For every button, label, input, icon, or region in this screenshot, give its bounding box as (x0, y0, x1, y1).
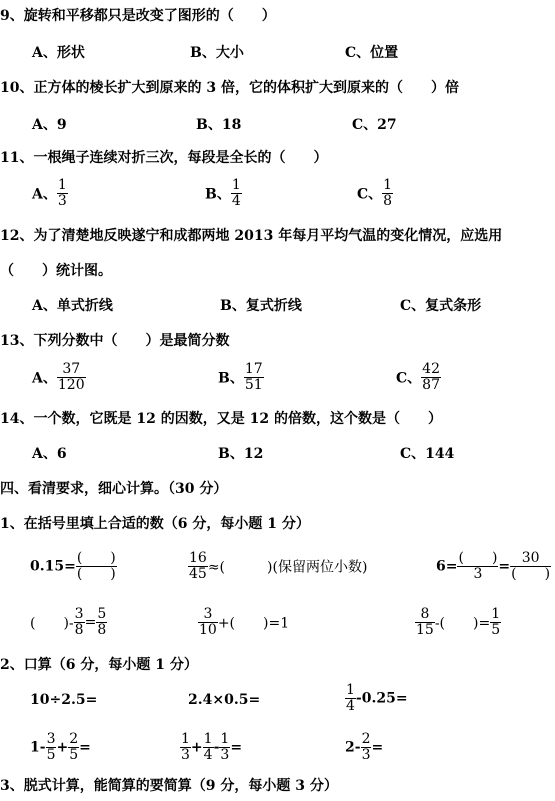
q9-option-b: B、大小 (190, 45, 244, 61)
q9-option-a: A、形状 (32, 45, 85, 61)
q13-option-a: A、 $\frac{37}{120}$ (32, 361, 85, 393)
question-14-stem: 14、一个数，它既是 12 的因数，又是 12 的倍数，这个数是（ ） (0, 411, 442, 427)
part-2-title: 2、口算（6 分，每小题 1 分） (0, 657, 198, 673)
p1-item-b: $\frac{16}{45}$ ≈( )(保留两位小数) (189, 550, 368, 582)
part-1-title: 1、在括号里填上合适的数（6 分，每小题 1 分） (0, 516, 310, 532)
q10-option-a: A、9 (32, 117, 67, 133)
q13-option-b: B、 $\frac{17}{51}$ (218, 361, 263, 393)
p2-item-f: 2- $\frac{2}{3}$ = (345, 731, 384, 763)
p2-item-d: 1- $\frac{3}{5}$ + $\frac{2}{5}$ = (30, 731, 91, 763)
p1-item-d: ( )- $\frac{3}{8}$ = $\frac{5}{8}$ (30, 606, 107, 638)
p1-item-e: $\frac{3}{10}$ +( )=1 (199, 606, 290, 638)
question-12-stem-cont: （ ）统计图。 (0, 263, 112, 279)
q14-option-a: A、6 (32, 446, 67, 462)
p1-item-a: 0.15= $\frac{( )}{( )}$ (30, 550, 116, 582)
question-13-stem: 13、下列分数中（ ）是最简分数 (0, 333, 230, 349)
q11-option-b: B、 $\frac{1}{4}$ (205, 177, 241, 209)
q14-option-b: B、12 (218, 446, 264, 462)
q11-option-c: C、 $\frac{1}{8}$ (357, 177, 393, 209)
q13-option-c: C、 $\frac{42}{87}$ (396, 361, 440, 393)
q14-option-c: C、144 (400, 446, 455, 462)
question-12-stem: 12、为了清楚地反映遂宁和成都两地 2013 年每月平均气温的变化情况，应选用 (0, 228, 503, 244)
q10-option-c: C、27 (352, 117, 397, 133)
p2-item-b: 2.4×0.5= (188, 692, 261, 708)
p2-item-c: $\frac{1}{4}$ -0.25= (346, 682, 408, 714)
p1-item-c: 6= $\frac{( )}{3}$ = $\frac{30}{( )}$ (436, 550, 551, 582)
q12-option-a: A、单式折线 (32, 298, 113, 314)
q12-option-c: C、复式条形 (400, 298, 482, 314)
q9-option-c: C、位置 (345, 45, 399, 61)
question-11-stem: 11、一根绳子连续对折三次，每段是全长的（ ） (0, 150, 328, 166)
question-10-stem: 10、正方体的棱长扩大到原来的 3 倍，它的体积扩大到原来的（ ）倍 (0, 80, 459, 96)
p1-item-f: $\frac{8}{15}$ -( )= $\frac{1}{5}$ (416, 606, 501, 638)
part-3-title: 3、脱式计算，能简算的要简算（9 分，每小题 3 分） (0, 778, 338, 794)
p2-item-e: $\frac{1}{3}$ + $\frac{1}{4}$ - $\frac{1}{3}$ = (181, 731, 243, 763)
q10-option-b: B、18 (196, 117, 242, 133)
question-9-stem: 9、旋转和平移都只是改变了图形的（ ） (0, 8, 276, 24)
section-4-heading: 四、看清要求，细心计算。（30 分） (0, 481, 228, 497)
q11-option-a: A、 $\frac{1}{3}$ (32, 177, 67, 209)
p2-item-a: 10÷2.5= (30, 692, 98, 708)
q12-option-b: B、复式折线 (220, 298, 302, 314)
